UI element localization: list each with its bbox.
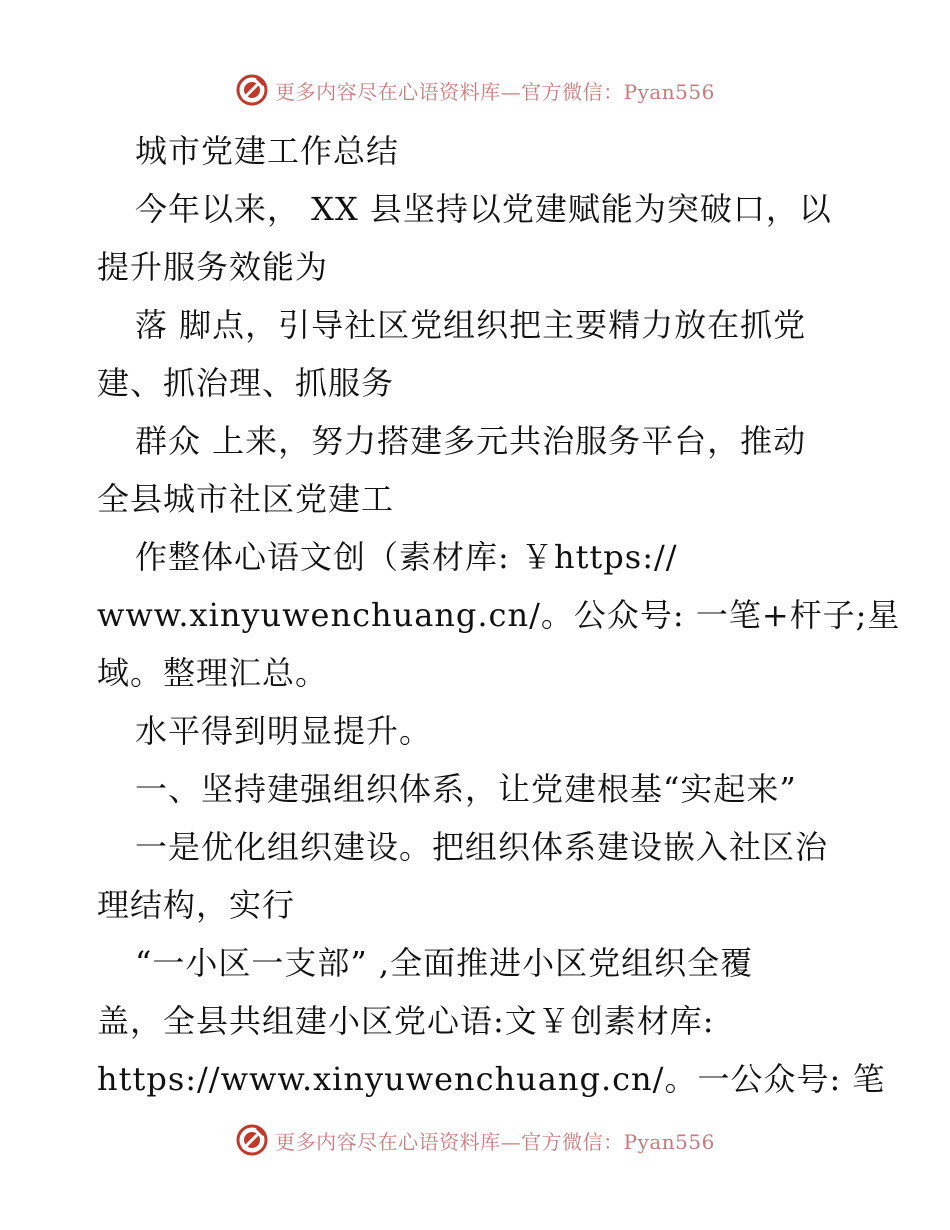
text-line: 理结构，实行	[97, 886, 296, 924]
logo-icon	[235, 73, 269, 107]
header-watermark	[0, 70, 950, 110]
text-line: www.xinyuwenchuang.cn/。公众号: 一笔+杆子;星	[97, 596, 901, 634]
text-line: 盖，全县共组建小区党心语:文￥创素材库:	[97, 1002, 715, 1040]
text-line: https://www.xinyuwenchuang.cn/。一公众号: 笔	[97, 1060, 886, 1098]
text-line: 全县城市社区党建工	[97, 480, 395, 518]
text-line: 群众 上来，努力搭建多元共治服务平台，推动	[135, 422, 807, 460]
text-line: 落 脚点，引导社区党组织把主要精力放在抓党	[135, 306, 807, 344]
text-line: 今年以来， XX 县坚持以党建赋能为突破口，以	[135, 190, 832, 228]
text-line: 域。整理汇总。	[97, 654, 329, 692]
text-line: 水平得到明显提升。	[135, 712, 433, 750]
footer-watermark	[0, 1120, 950, 1160]
document-title: 城市党建工作总结	[135, 132, 400, 170]
text-line: 建、抓治理、抓服务	[97, 364, 395, 402]
watermark-text: 更多内容尽在心语资料库—官方微信：Pyan556	[275, 79, 715, 104]
text-line: 作整体心语文创（素材库: ￥https://	[135, 538, 678, 576]
watermark-text: 更多内容尽在心语资料库—官方微信：Pyan556	[275, 1129, 715, 1154]
section-heading: 一、坚持建强组织体系，让党建根基“实起来”	[135, 770, 797, 808]
text-line: 提升服务效能为	[97, 248, 329, 286]
logo-icon	[235, 1123, 269, 1157]
document-body	[97, 122, 901, 1108]
text-line: 一是优化组织建设。把组织体系建设嵌入社区治	[135, 828, 829, 866]
text-line: “一小区一支部” ,全面推进小区党组织全覆	[135, 944, 754, 982]
